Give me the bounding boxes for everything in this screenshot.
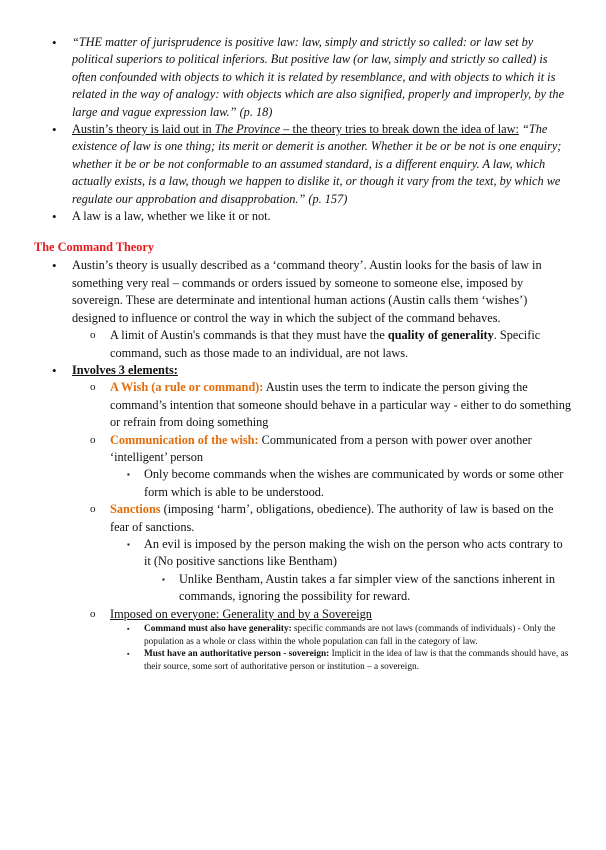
square-marker: ▪ — [127, 625, 130, 633]
bentham-text: Unlike Bentham, Austin takes a far simpler view of the sanctions inherent in commands, ignoring the possibility for reward. — [179, 571, 555, 604]
bullet-marker: • — [52, 122, 57, 138]
evil-text: An evil is imposed by the person making the wish on the person who acts contrary to it (No positive sanctions like Bentham) — [144, 536, 563, 569]
sub-sub-item-generality — [34, 623, 572, 648]
bullet-item-quote — [34, 34, 572, 121]
square-marker: ▪ — [127, 539, 130, 549]
sanctions-label: Sanctions — [110, 502, 161, 517]
sub-item-sanctions — [34, 501, 572, 536]
communication-sub-text: Only become commands when the wishes are communicated by words or some other form which is able to be understood. — [144, 467, 564, 499]
sub-item-communication — [34, 432, 572, 467]
square-marker: ▪ — [127, 470, 130, 480]
square-marker: ▪ — [127, 650, 130, 659]
sub-item-limit — [34, 327, 572, 362]
sanctions-text: (imposing ‘harm’, obligations, obedience). The authority of law is based on the fear of sanctions. — [110, 502, 554, 534]
province-intro — [72, 122, 519, 136]
circle-marker: o — [90, 503, 96, 516]
command-theory-heading: The Command Theory — [34, 240, 155, 255]
sub-sub-item-communication — [34, 466, 572, 501]
sub-sub-item-evil — [34, 536, 572, 571]
bullet-item-province — [34, 121, 572, 208]
province-intro-a: Austin’s theory is laid out in — [72, 122, 215, 137]
bullet-marker: • — [52, 35, 57, 50]
province-intro-b: – the theory tries to break down the idea of law: — [280, 122, 519, 137]
sub-item-imposed — [34, 606, 572, 623]
limit-text-b: . Specific command, such as those made to an individual, are not laws. — [110, 328, 541, 360]
square-marker: ▪ — [162, 574, 165, 584]
bullet-item-elements — [34, 362, 572, 379]
elements-label: Involves 3 elements: — [72, 362, 178, 377]
limit-text-a: A limit of Austin's commands is that they must have the — [110, 328, 388, 343]
wish-text: Austin uses the term to indicate the person giving the command’s intention that someone should behave in a particular way - either to do something or refrain from doing something — [110, 380, 572, 430]
limit-bold: quality of generality — [387, 328, 494, 343]
circle-marker: o — [90, 381, 96, 394]
generality-bold: Command must also have generality: — [144, 624, 292, 634]
bullet-item-law-is-law — [34, 208, 572, 225]
authority-bold: Must have an authoritative person - sovereign: — [144, 649, 330, 660]
authority-text: Implicit in the idea of law is that the commands should have, as their source, some sort of authoritative person or institution – a sovereign. — [144, 649, 569, 672]
communication-label: Communication of the wish: — [110, 432, 259, 447]
circle-marker: o — [90, 329, 96, 342]
province-title: The Province — [214, 122, 281, 137]
communication-text: Communicated from a person with power over another ‘intelligent’ person — [110, 432, 532, 464]
law-is-law-text: A law is a law, whether we like it or not. — [72, 209, 271, 224]
bullet-marker: • — [52, 209, 57, 225]
wish-label: A Wish (a rule or command): — [110, 380, 264, 395]
bullet-marker: • — [52, 258, 57, 274]
bullet-marker: • — [52, 362, 57, 378]
sub-sub-item-authority — [34, 648, 572, 673]
circle-marker: o — [90, 433, 96, 446]
province-quote: “The existence of law is one thing; its merit or demerit is another. Whether it be or be not is one enquiry; whether it be or be not conformable to an assumed standard, is a different enquiry. A law, which actually exists, is a law, though we happen to dislike it, or though it vary from the text, by which we regulate our approbation and disapprobation.” (p. 157) — [72, 122, 562, 206]
bullet-item-command-desc — [34, 257, 572, 327]
sub-sub-sub-item-bentham — [34, 571, 572, 606]
quote-positive-law: “THE matter of jurisprudence is positive law: law, simply and strictly so called: or law set by political superiors to political inferiors. But positive law (or law, simply and strictly so called) is often confounded with objects to which it is related by resemblance, and with objects to which it is related in the way of analogy: with objects which are also signified, properly and improperly, by the large and vague expression law.” (p. 18) — [72, 35, 565, 119]
command-desc-text: Austin’s theory is usually described as a ‘command theory’. Austin looks for the basis of law in something very real – commands or orders issued by someone to someone else, imposed by sovereign. These are determinate and intentional human actions (Austin calls them ‘wishes’) designed to influence or control the way in which the subject of the command behaves. — [72, 258, 542, 325]
circle-marker: o — [90, 607, 96, 620]
generality-text: specific commands are not laws (commands of individuals) - Only the population as a whole or class within the whole population can fall in the category of law. — [144, 624, 556, 647]
imposed-label: Imposed on everyone: Generality and by a Sovereign — [110, 606, 372, 621]
sub-item-wish — [34, 379, 572, 431]
